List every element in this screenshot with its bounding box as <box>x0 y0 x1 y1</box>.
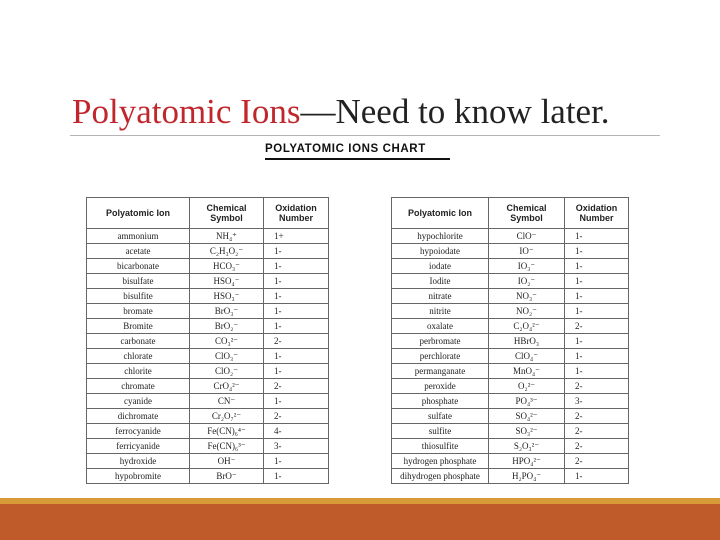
table-row <box>87 424 329 439</box>
oxidation-number-cell: 1- <box>264 274 329 289</box>
chemical-symbol-cell: ClO₃⁻ <box>190 349 264 364</box>
ion-name-cell: hypochlorite <box>392 229 489 244</box>
table-row <box>392 469 629 484</box>
chemical-symbol-cell: ClO₂⁻ <box>190 364 264 379</box>
footer-bar <box>0 504 720 540</box>
oxidation-number-cell: 1- <box>264 244 329 259</box>
ions-table-right <box>391 197 629 484</box>
table-body <box>392 229 629 484</box>
table-row <box>392 409 629 424</box>
ion-name-cell: phosphate <box>392 394 489 409</box>
table-row <box>392 349 629 364</box>
chemical-symbol-cell: O₂²⁻ <box>489 379 565 394</box>
oxidation-number-cell: 3- <box>264 439 329 454</box>
table-row <box>87 319 329 334</box>
table-row <box>392 439 629 454</box>
header-oxidation: Oxidation Number <box>565 198 629 229</box>
chemical-symbol-cell: CO₃²⁻ <box>190 334 264 349</box>
chemical-symbol-cell: BrO₃⁻ <box>190 304 264 319</box>
oxidation-number-cell: 2- <box>264 334 329 349</box>
chemical-symbol-cell: PO₄³⁻ <box>489 394 565 409</box>
table-row <box>87 394 329 409</box>
chemical-symbol-cell: H₂PO₄⁻ <box>489 469 565 484</box>
chemical-symbol-cell: NH₄⁺ <box>190 229 264 244</box>
table-row <box>87 259 329 274</box>
ion-name-cell: iodate <box>392 259 489 274</box>
chemical-symbol-cell: Cr₂O₇²⁻ <box>190 409 264 424</box>
table-row <box>392 244 629 259</box>
oxidation-number-cell: 1- <box>565 289 629 304</box>
table-row <box>87 349 329 364</box>
ion-name-cell: hydrogen phosphate <box>392 454 489 469</box>
table-row <box>392 454 629 469</box>
ion-name-cell: bisulfite <box>87 289 190 304</box>
chemical-symbol-cell: HSO₃⁻ <box>190 289 264 304</box>
ion-name-cell: perbromate <box>392 334 489 349</box>
table-row <box>392 424 629 439</box>
slide-title <box>72 88 610 136</box>
table-header-row <box>392 198 629 229</box>
ion-name-cell: permanganate <box>392 364 489 379</box>
oxidation-number-cell: 2- <box>565 439 629 454</box>
ion-name-cell: dihydrogen phosphate <box>392 469 489 484</box>
table-header-row <box>87 198 329 229</box>
table-row <box>392 334 629 349</box>
table-row <box>87 439 329 454</box>
ion-name-cell: bicarbonate <box>87 259 190 274</box>
chemical-symbol-cell: HSO₄⁻ <box>190 274 264 289</box>
ion-name-cell: sulfite <box>392 424 489 439</box>
chemical-symbol-cell: HPO₄²⁻ <box>489 454 565 469</box>
oxidation-number-cell: 1- <box>565 334 629 349</box>
oxidation-number-cell: 2- <box>565 379 629 394</box>
oxidation-number-cell: 1- <box>565 274 629 289</box>
oxidation-number-cell: 1- <box>565 364 629 379</box>
header-symbol: Chemical Symbol <box>489 198 565 229</box>
chemical-symbol-cell: BrO₂⁻ <box>190 319 264 334</box>
title-highlight: Polyatomic Ions <box>72 92 301 131</box>
oxidation-number-cell: 2- <box>264 379 329 394</box>
table-row <box>392 319 629 334</box>
table-body <box>87 229 329 484</box>
ion-name-cell: ferrocyanide <box>87 424 190 439</box>
oxidation-number-cell: 2- <box>565 454 629 469</box>
ion-name-cell: peroxide <box>392 379 489 394</box>
header-oxidation: Oxidation Number <box>264 198 329 229</box>
chart-title-underline <box>265 158 450 160</box>
ion-name-cell: chlorate <box>87 349 190 364</box>
ion-name-cell: thiosulfite <box>392 439 489 454</box>
ion-name-cell: cyanide <box>87 394 190 409</box>
oxidation-number-cell: 2- <box>565 319 629 334</box>
oxidation-number-cell: 1- <box>264 289 329 304</box>
oxidation-number-cell: 2- <box>565 409 629 424</box>
header-ion: Polyatomic Ion <box>87 198 190 229</box>
chemical-symbol-cell: SO₄²⁻ <box>489 409 565 424</box>
chemical-symbol-cell: IO₃⁻ <box>489 259 565 274</box>
chemical-symbol-cell: BrO⁻ <box>190 469 264 484</box>
chemical-symbol-cell: HCO₃⁻ <box>190 259 264 274</box>
chemical-symbol-cell: Fe(CN)₆³⁻ <box>190 439 264 454</box>
oxidation-number-cell: 4- <box>264 424 329 439</box>
chemical-symbol-cell: CrO₄²⁻ <box>190 379 264 394</box>
chemical-symbol-cell: NO₃⁻ <box>489 289 565 304</box>
table-row <box>392 289 629 304</box>
oxidation-number-cell: 1- <box>264 304 329 319</box>
chemical-symbol-cell: C₂O₄²⁻ <box>489 319 565 334</box>
chemical-symbol-cell: MnO₄⁻ <box>489 364 565 379</box>
chemical-symbol-cell: OH⁻ <box>190 454 264 469</box>
oxidation-number-cell: 2- <box>264 409 329 424</box>
ions-table-left <box>86 197 329 484</box>
ion-name-cell: acetate <box>87 244 190 259</box>
table-row <box>87 289 329 304</box>
table-row <box>87 304 329 319</box>
oxidation-number-cell: 1- <box>565 349 629 364</box>
ion-name-cell: chromate <box>87 379 190 394</box>
table-row <box>392 274 629 289</box>
ion-name-cell: nitrate <box>392 289 489 304</box>
chemical-symbol-cell: HBrO₃ <box>489 334 565 349</box>
table-row <box>87 409 329 424</box>
chemical-symbol-cell: ClO₄⁻ <box>489 349 565 364</box>
oxidation-number-cell: 2- <box>565 424 629 439</box>
chemical-symbol-cell: IO₂⁻ <box>489 274 565 289</box>
ion-name-cell: Iodite <box>392 274 489 289</box>
oxidation-number-cell: 1+ <box>264 229 329 244</box>
oxidation-number-cell: 1- <box>264 469 329 484</box>
table-row <box>392 304 629 319</box>
table-row <box>87 379 329 394</box>
table-row <box>87 454 329 469</box>
ion-name-cell: oxalate <box>392 319 489 334</box>
oxidation-number-cell: 1- <box>264 454 329 469</box>
ion-name-cell: dichromate <box>87 409 190 424</box>
oxidation-number-cell: 1- <box>264 319 329 334</box>
table-row <box>392 394 629 409</box>
table-row <box>392 379 629 394</box>
table-row <box>87 334 329 349</box>
chemical-symbol-cell: NO₂⁻ <box>489 304 565 319</box>
table-row <box>87 274 329 289</box>
table-row <box>87 364 329 379</box>
ion-name-cell: hypobromite <box>87 469 190 484</box>
oxidation-number-cell: 1- <box>565 469 629 484</box>
oxidation-number-cell: 1- <box>565 304 629 319</box>
table-row <box>392 259 629 274</box>
ion-name-cell: hypoiodate <box>392 244 489 259</box>
chemical-symbol-cell: IO⁻ <box>489 244 565 259</box>
oxidation-number-cell: 3- <box>565 394 629 409</box>
oxidation-number-cell: 1- <box>264 349 329 364</box>
table-row <box>392 229 629 244</box>
ion-name-cell: perchlorate <box>392 349 489 364</box>
ion-name-cell: bromate <box>87 304 190 319</box>
oxidation-number-cell: 1- <box>565 244 629 259</box>
table-row <box>87 469 329 484</box>
table-row <box>87 229 329 244</box>
chemical-symbol-cell: Fe(CN)₆⁴⁻ <box>190 424 264 439</box>
chart-title: POLYATOMIC IONS CHART <box>265 143 426 155</box>
ion-name-cell: nitrite <box>392 304 489 319</box>
oxidation-number-cell: 1- <box>264 364 329 379</box>
ion-name-cell: bisulfate <box>87 274 190 289</box>
header-ion: Polyatomic Ion <box>392 198 489 229</box>
ion-name-cell: sulfate <box>392 409 489 424</box>
chemical-symbol-cell: CN⁻ <box>190 394 264 409</box>
ion-name-cell: chlorite <box>87 364 190 379</box>
title-remainder: —Need to know later. <box>300 92 610 131</box>
ion-name-cell: Bromite <box>87 319 190 334</box>
ion-name-cell: carbonate <box>87 334 190 349</box>
table-row <box>392 364 629 379</box>
ion-name-cell: ferricyanide <box>87 439 190 454</box>
oxidation-number-cell: 1- <box>264 394 329 409</box>
ion-name-cell: ammonium <box>87 229 190 244</box>
header-symbol: Chemical Symbol <box>190 198 264 229</box>
oxidation-number-cell: 1- <box>565 259 629 274</box>
chemical-symbol-cell: C₂H₃O₂⁻ <box>190 244 264 259</box>
oxidation-number-cell: 1- <box>565 229 629 244</box>
oxidation-number-cell: 1- <box>264 259 329 274</box>
chemical-symbol-cell: S₂O₃²⁻ <box>489 439 565 454</box>
chemical-symbol-cell: SO₃²⁻ <box>489 424 565 439</box>
chemical-symbol-cell: ClO⁻ <box>489 229 565 244</box>
title-divider <box>70 135 660 136</box>
table-row <box>87 244 329 259</box>
ion-name-cell: hydroxide <box>87 454 190 469</box>
